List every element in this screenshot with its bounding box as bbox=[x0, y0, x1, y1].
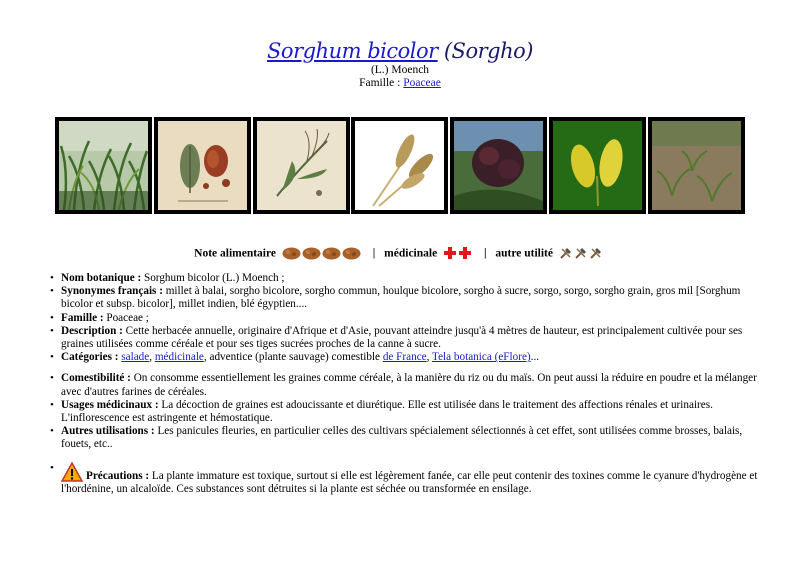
family-info-text: Poaceae ; bbox=[106, 311, 149, 324]
family-label: Famille : bbox=[359, 77, 404, 89]
other-rating-tools bbox=[559, 246, 603, 260]
precautions-text: La plante immature est toxique, surtout si elle est légèrement fanée, car elle peut contenir des toxines comme le cyanure d'hydrogène et l'hordénine, un alcaloïde. Ces substances sont détruites si la plante est séchée ou transformée en ensilage. bbox=[61, 469, 758, 495]
plant-info bbox=[49, 272, 761, 496]
edible-text: On consomme essentiellement les graines comme céréale, à la manière du riz ou du maïs. On peut aussi la réduire en poudre et la mélanger avec d'autres farines de céréales. bbox=[61, 372, 757, 398]
info-list bbox=[49, 272, 761, 364]
food-rating-seeds bbox=[282, 247, 361, 260]
scientific-name-link[interactable]: Sorghum bicolor bbox=[267, 39, 438, 63]
list-item bbox=[61, 372, 761, 398]
medicinal-uses-label: Usages médicinaux : bbox=[61, 398, 159, 411]
list-item bbox=[61, 312, 761, 325]
seed-icon bbox=[342, 247, 361, 260]
precautions-label: Précautions : bbox=[86, 469, 150, 482]
family-link[interactable]: Poaceae bbox=[403, 77, 441, 89]
photo-gallery bbox=[55, 117, 745, 214]
list-item bbox=[61, 425, 761, 451]
other-uses-text: Les panicules fleuries, en particulier celles des cultivars spécialement sélectionnés à cet effet, sont utilisées comme brosses, balais, fouets, etc.. bbox=[61, 425, 743, 451]
tools-icon bbox=[559, 246, 573, 260]
other-rating-label: autre utilité bbox=[495, 247, 553, 260]
thumb-young-plants[interactable] bbox=[648, 117, 745, 214]
usage-ratings bbox=[0, 244, 800, 262]
category-link-tela-botanica[interactable]: Tela botanica (eFlore) bbox=[432, 351, 531, 364]
edible-label: Comestibilité : bbox=[61, 372, 131, 385]
synonyms-text: millet à balai, sorgho bicolore, sorgho commun, houlque bicolore, sorgho à sucre, sorgo, sorgo, sorgho grain, gros mil [Sorghum bicolor et subsp. bicolor], millet indien, blé égyptien.... bbox=[61, 285, 741, 311]
red-cross-icon bbox=[443, 246, 457, 260]
category-separator: , bbox=[426, 351, 433, 364]
botanical-name-text: Sorghum bicolor (L.) Moench ; bbox=[143, 272, 285, 284]
dark-panicle-image bbox=[454, 121, 543, 210]
medicinal-rating-label: médicinale bbox=[384, 247, 438, 260]
list-item bbox=[61, 325, 761, 351]
botanical-plate-image bbox=[158, 121, 247, 210]
grain-panicles-image bbox=[355, 121, 444, 210]
food-rating-label: Note alimentaire bbox=[194, 247, 276, 260]
warning-icon bbox=[61, 462, 83, 482]
category-link-medicinale[interactable]: médicinale bbox=[154, 351, 204, 364]
botanical-drawing-image bbox=[257, 121, 346, 210]
list-item bbox=[61, 272, 761, 285]
list-item bbox=[61, 399, 761, 425]
family-line bbox=[0, 77, 800, 90]
medicinal-rating-crosses bbox=[443, 246, 472, 260]
thumb-grain-panicles[interactable] bbox=[351, 117, 448, 214]
precautions-list bbox=[49, 462, 761, 496]
rating-separator: | bbox=[483, 247, 487, 260]
thumb-yellow-spikelets[interactable] bbox=[549, 117, 646, 214]
family-info-label: Famille : bbox=[61, 311, 104, 324]
thumb-botanical-plate[interactable] bbox=[154, 117, 251, 214]
list-item bbox=[61, 351, 761, 364]
seed-icon bbox=[282, 247, 301, 260]
young-plants-image bbox=[652, 121, 741, 210]
page-header bbox=[0, 38, 800, 90]
uses-list bbox=[49, 372, 761, 451]
thumb-dark-panicle[interactable] bbox=[450, 117, 547, 214]
description-label: Description : bbox=[61, 324, 123, 337]
category-separator: , bbox=[149, 351, 155, 364]
author-line: (L.) Moench bbox=[370, 64, 430, 76]
other-uses-label: Autres utilisations : bbox=[61, 425, 155, 438]
seed-icon bbox=[322, 247, 341, 260]
page-title bbox=[0, 38, 800, 64]
tools-icon bbox=[589, 246, 603, 260]
categories-text: , adventice (plante sauvage) comestible bbox=[203, 351, 383, 364]
rating-separator: | bbox=[372, 247, 376, 260]
category-link-salade[interactable]: salade bbox=[121, 351, 150, 364]
red-cross-icon bbox=[458, 246, 472, 260]
categories-label: Catégories : bbox=[61, 351, 119, 364]
synonyms-label: Synonymes français : bbox=[61, 285, 163, 298]
category-link-france[interactable]: de France bbox=[382, 351, 427, 364]
botanical-name-label: Nom botanique : bbox=[61, 272, 142, 284]
medicinal-uses-text: La décoction de graines est adoucissante et diurétique. Elle est utilisée dans le traitement des affections rénales et urinaires. L'inflorescence est astringente et hémostatique. bbox=[61, 398, 713, 425]
thumb-field-photo[interactable] bbox=[55, 117, 152, 214]
seed-icon bbox=[302, 247, 321, 260]
thumb-botanical-drawing[interactable] bbox=[253, 117, 350, 214]
tools-icon bbox=[574, 246, 588, 260]
yellow-spikelets-image bbox=[553, 121, 642, 210]
list-item bbox=[61, 285, 761, 311]
description-text: Cette herbacée annuelle, originaire d'Afrique et d'Asie, pouvant atteindre jusqu'à 4 mètres de hauteur, est principalement cultivée pour ses graines utilisées comme céréale et pour ses tiges sucrées proches de la canne à sucre. bbox=[61, 324, 743, 351]
categories-ellipsis: ... bbox=[530, 351, 540, 364]
list-item bbox=[61, 462, 761, 496]
field-photo-image bbox=[59, 121, 148, 210]
common-name: (Sorgho) bbox=[443, 39, 533, 63]
